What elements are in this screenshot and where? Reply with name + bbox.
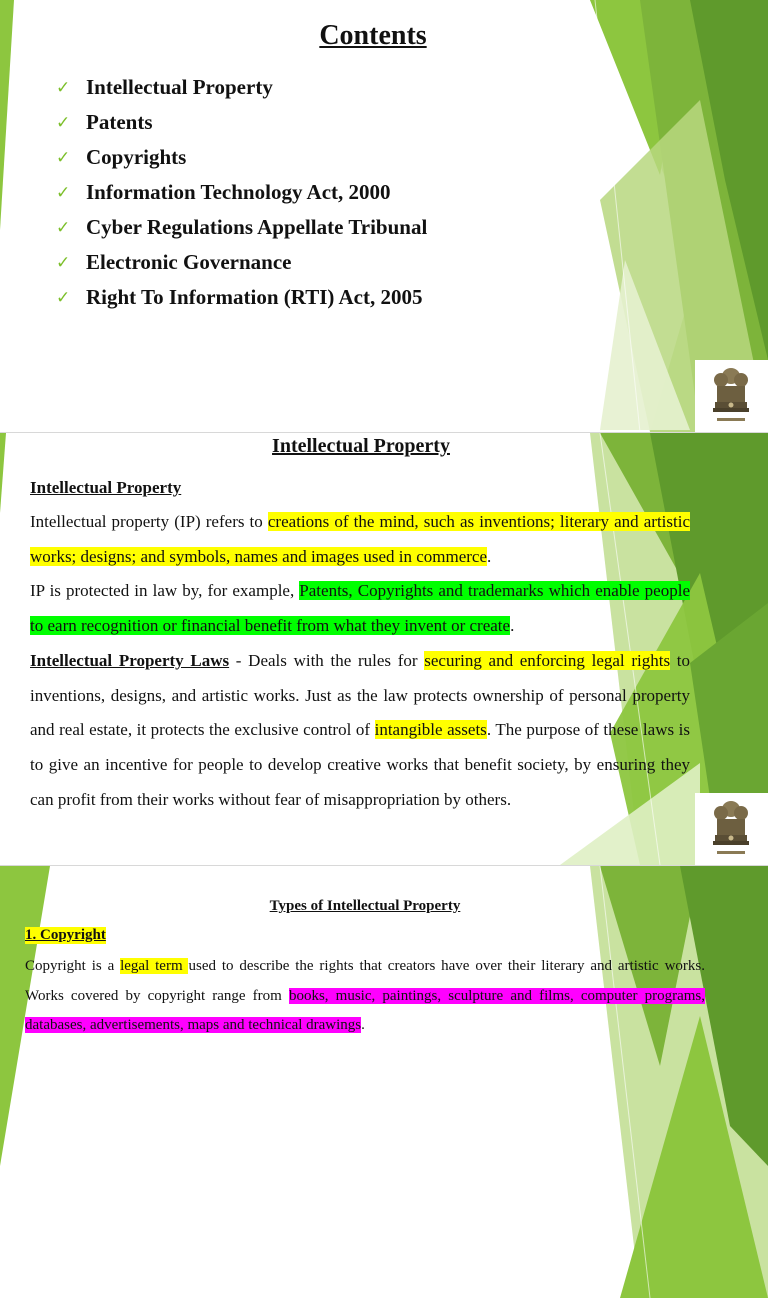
- slide-title: Types of Intellectual Property: [269, 898, 461, 914]
- list-item-label: Patents: [86, 110, 153, 134]
- paragraph: Copyright is a legal term used to describe the rights that creators have over their literary and artistic works. Works covered by copyright range from books, music, paintings, sculpture and films, computer programs, databases, advertisements, maps and technical drawings.: [25, 958, 706, 1033]
- term-label: Intellectual Property Laws: [30, 650, 230, 670]
- list-item[interactable]: [56, 245, 427, 280]
- slide-types-of-ip: [0, 866, 768, 1033]
- paragraph: Intellectual Property Laws - Deals with the rules for securing and enforcing legal rights to inventions, designs, and artistic works. Just as the law protects ownership of personal property and real estate, it protects the exclusive control of intangible assets. The purpose of these laws is to give an incentive for people to develop creative works that benefit society, by ensuring they can profit from their works without fear of misappropriation by others.: [30, 650, 690, 809]
- check-icon: ✓: [56, 252, 71, 273]
- paragraph: IP is protected in law by, for example, Patents, Copyrights and trademarks which enable people to earn recognition or financial benefit from what they invent or create.: [30, 581, 690, 636]
- list-item[interactable]: [56, 140, 427, 175]
- check-icon: ✓: [56, 112, 71, 133]
- contents-list: [56, 70, 427, 315]
- check-icon: ✓: [56, 182, 71, 203]
- list-item-label: Information Technology Act, 2000: [86, 180, 391, 204]
- highlight: intangible assets: [374, 720, 487, 740]
- slide-title: Contents: [319, 20, 427, 51]
- check-icon: ✓: [56, 147, 71, 168]
- list-item[interactable]: [56, 175, 427, 210]
- slide-contents: [0, 0, 768, 432]
- slide-decoration: [0, 866, 768, 1298]
- paragraph: Intellectual property (IP) refers to creations of the mind, such as inventions; literary and artistic works; designs; and symbols, names and images used in commerce.: [30, 512, 691, 566]
- check-icon: ✓: [56, 217, 71, 238]
- list-item[interactable]: [56, 70, 427, 105]
- slide-body: [25, 952, 705, 1041]
- section-heading: Intellectual Property: [30, 478, 182, 497]
- highlight: books, music, paintings, sculpture and films, computer programs, databases, advertisements, maps and technical drawings: [25, 987, 705, 1033]
- list-item-label: Copyrights: [86, 145, 187, 169]
- slide-intellectual-property: [0, 433, 768, 865]
- national-emblem-icon: [695, 360, 768, 432]
- list-item-label: Electronic Governance: [86, 250, 292, 274]
- check-icon: ✓: [56, 287, 71, 308]
- national-emblem-icon: [695, 793, 768, 865]
- highlight: Patents, Copyrights and trademarks which enable people to earn recognition or financial benefit from what they invent or create: [30, 581, 690, 636]
- list-item-label: Right To Information (RTI) Act, 2005: [86, 285, 423, 309]
- list-item[interactable]: [56, 280, 427, 315]
- list-item[interactable]: [56, 105, 427, 140]
- highlight: legal term: [120, 958, 189, 974]
- list-item-label: Intellectual Property: [86, 75, 273, 99]
- check-icon: ✓: [56, 77, 71, 98]
- highlight: creations of the mind, such as inventions; literary and artistic works; designs; and symbols, names and images used in commerce: [30, 512, 691, 566]
- slide-body: [30, 505, 690, 817]
- section-heading: 1. Copyright: [25, 927, 106, 943]
- list-item[interactable]: [56, 210, 427, 245]
- list-item-label: Cyber Regulations Appellate Tribunal: [86, 215, 428, 239]
- slide-title: Intellectual Property: [272, 435, 450, 457]
- highlight: securing and enforcing legal rights: [424, 650, 671, 670]
